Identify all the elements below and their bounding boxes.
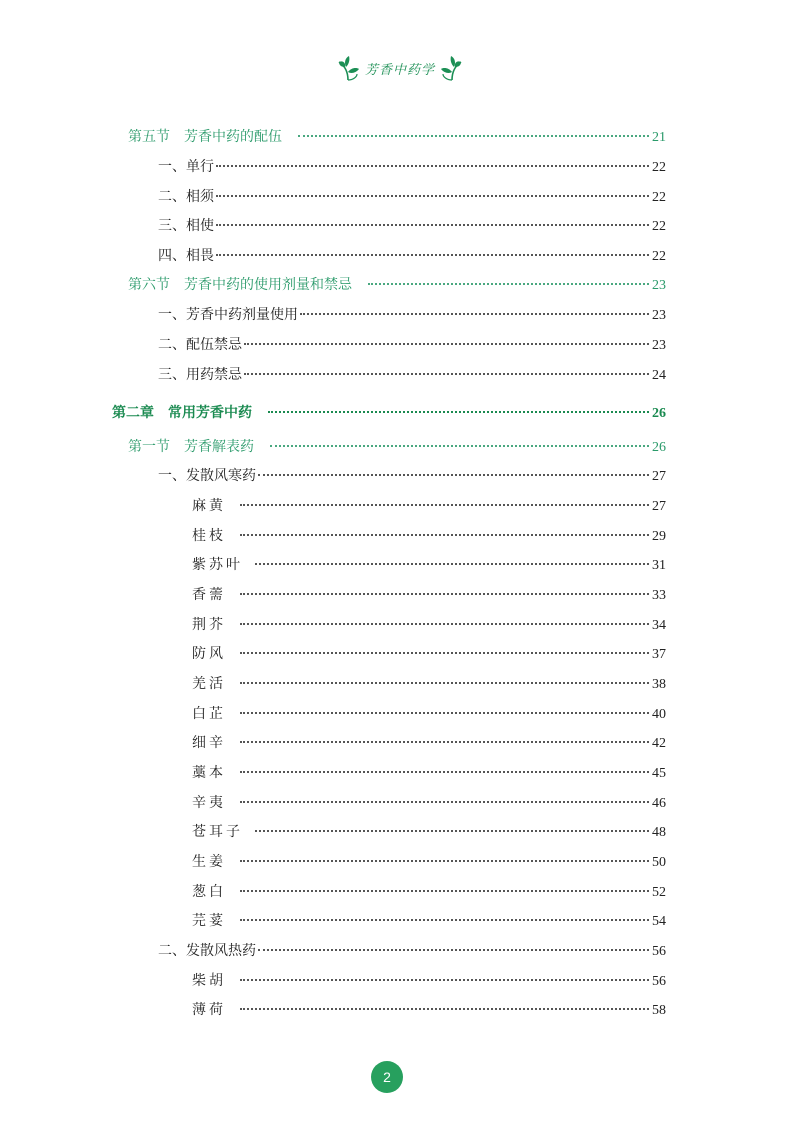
toc-entry-label: 芫荽 [192, 913, 226, 929]
toc-entry-page: 23 [652, 338, 666, 353]
toc-entry[interactable] [192, 496, 666, 516]
toc-entry[interactable] [192, 526, 666, 546]
dot-leader [244, 343, 649, 345]
toc-entry-label: 荆芥 [192, 617, 226, 633]
toc-entry-label: 第二章 常用芳香中药 [112, 405, 252, 421]
dot-leader [240, 593, 649, 595]
toc-entry-label: 辛夷 [192, 795, 226, 811]
dot-leader [240, 890, 649, 892]
dot-leader [255, 830, 649, 832]
toc-entry[interactable] [192, 1000, 666, 1020]
dot-leader [258, 949, 649, 951]
toc-entry-label: 生姜 [192, 854, 226, 870]
toc-entry-page: 27 [652, 499, 666, 514]
toc-entry-label: 薄荷 [192, 1002, 226, 1018]
toc-entry[interactable] [192, 585, 666, 605]
toc-entry[interactable] [128, 127, 666, 147]
dot-leader [216, 195, 649, 197]
toc-entry-page: 23 [652, 278, 666, 293]
dot-leader [270, 445, 649, 447]
toc-entry[interactable] [158, 216, 666, 236]
leaf-ornament-left-icon [335, 54, 361, 82]
toc-entry[interactable] [158, 365, 666, 385]
toc-entry-label: 藁本 [192, 765, 226, 781]
toc-entry-label: 三、用药禁忌 [158, 367, 242, 383]
toc-entry-label: 麻黄 [192, 498, 226, 514]
toc-entry-page: 42 [652, 736, 666, 751]
dot-leader [298, 135, 649, 137]
dot-leader [240, 741, 649, 743]
toc-entry-page: 48 [652, 825, 666, 840]
toc-entry-page: 24 [652, 368, 666, 383]
toc-entry-label: 一、发散风寒药 [158, 468, 256, 484]
toc-entry-page: 23 [652, 308, 666, 323]
toc-entry-page: 56 [652, 944, 666, 959]
dot-leader [244, 373, 649, 375]
toc-entry[interactable] [192, 822, 666, 842]
toc-entry-page: 22 [652, 160, 666, 175]
dot-leader [240, 504, 649, 506]
toc-entry-label: 二、配伍禁忌 [158, 337, 242, 353]
toc-entry[interactable] [192, 911, 666, 931]
toc-entry[interactable] [158, 157, 666, 177]
header-title: 芳香中药学 [364, 62, 435, 78]
dot-leader [240, 1008, 649, 1010]
dot-leader [240, 534, 649, 536]
dot-leader [240, 979, 649, 981]
dot-leader [216, 224, 649, 226]
toc-entry-page: 22 [652, 249, 666, 264]
toc-entry-page: 22 [652, 190, 666, 205]
toc-entry-page: 56 [652, 974, 666, 989]
toc-entry[interactable] [158, 246, 666, 266]
dot-leader [258, 474, 649, 476]
toc-entry-label: 一、单行 [158, 159, 214, 175]
toc-entry[interactable] [112, 403, 666, 423]
toc-entry[interactable] [158, 335, 666, 355]
toc-entry[interactable] [192, 763, 666, 783]
toc-entry-label: 四、相畏 [158, 248, 214, 264]
toc-entry[interactable] [192, 852, 666, 872]
toc-entry-page: 40 [652, 707, 666, 722]
toc-entry[interactable] [128, 275, 666, 295]
toc-entry[interactable] [192, 704, 666, 724]
toc-entry-label: 第六节 芳香中药的使用剂量和禁忌 [128, 277, 352, 293]
toc-entry-page: 26 [652, 440, 666, 455]
toc-entry[interactable] [192, 793, 666, 813]
leaf-ornament-right-icon [439, 54, 465, 82]
toc-entry-page: 45 [652, 766, 666, 781]
toc-entry-page: 34 [652, 618, 666, 633]
toc-entry-page: 26 [652, 406, 666, 421]
toc-entry[interactable] [192, 674, 666, 694]
toc-entry[interactable] [158, 941, 666, 961]
toc-entry-page: 27 [652, 469, 666, 484]
dot-leader [240, 919, 649, 921]
toc-entry-label: 苍耳子 [192, 824, 243, 840]
toc-entry-label: 紫苏叶 [192, 557, 243, 573]
toc-entry[interactable] [192, 555, 666, 575]
dot-leader [268, 411, 649, 413]
toc-entry-page: 31 [652, 558, 666, 573]
toc-entry-label: 二、发散风热药 [158, 943, 256, 959]
toc-entry[interactable] [158, 305, 666, 325]
toc-entry[interactable] [158, 466, 666, 486]
toc-entry-label: 三、相使 [158, 218, 214, 234]
toc-entry-label: 柴胡 [192, 973, 226, 989]
toc-entry-label: 细辛 [192, 735, 226, 751]
toc-entry-page: 52 [652, 885, 666, 900]
running-header [0, 52, 800, 84]
toc-entry-page: 22 [652, 219, 666, 234]
toc-entry-label: 白芷 [192, 706, 226, 722]
toc-entry-label: 香薷 [192, 587, 226, 603]
toc-entry-page: 58 [652, 1003, 666, 1018]
toc-entry[interactable] [192, 644, 666, 664]
toc-entry[interactable] [192, 882, 666, 902]
toc-entry-page: 37 [652, 647, 666, 662]
toc-entry-page: 33 [652, 588, 666, 603]
toc-entry[interactable] [192, 733, 666, 753]
toc-entry-page: 29 [652, 529, 666, 544]
toc-entry[interactable] [192, 971, 666, 991]
dot-leader [255, 563, 649, 565]
dot-leader [240, 771, 649, 773]
dot-leader [240, 623, 649, 625]
dot-leader [216, 165, 649, 167]
dot-leader [240, 860, 649, 862]
toc-entry-page: 46 [652, 796, 666, 811]
toc-entry-label: 二、相须 [158, 189, 214, 205]
toc-entry[interactable] [128, 437, 666, 457]
toc-entry-page: 50 [652, 855, 666, 870]
toc-entry-page: 38 [652, 677, 666, 692]
toc-entry-label: 羌活 [192, 676, 226, 692]
dot-leader [240, 801, 649, 803]
toc-entry[interactable] [192, 615, 666, 635]
dot-leader [240, 652, 649, 654]
toc-entry-page: 54 [652, 914, 666, 929]
toc-entry-page: 21 [652, 130, 666, 145]
dot-leader [240, 682, 649, 684]
dot-leader [300, 313, 649, 315]
toc-entry-label: 防风 [192, 646, 226, 662]
dot-leader [368, 283, 649, 285]
toc-entry-label: 桂枝 [192, 528, 226, 544]
toc-entry-label: 葱白 [192, 884, 226, 900]
toc-entry-label: 一、芳香中药剂量使用 [158, 307, 298, 323]
toc-entry[interactable] [158, 187, 666, 207]
toc-entry-label: 第五节 芳香中药的配伍 [128, 129, 282, 145]
dot-leader [240, 712, 649, 714]
page-number-badge: 2 [371, 1061, 403, 1093]
dot-leader [216, 254, 649, 256]
toc-entry-label: 第一节 芳香解表药 [128, 439, 254, 455]
